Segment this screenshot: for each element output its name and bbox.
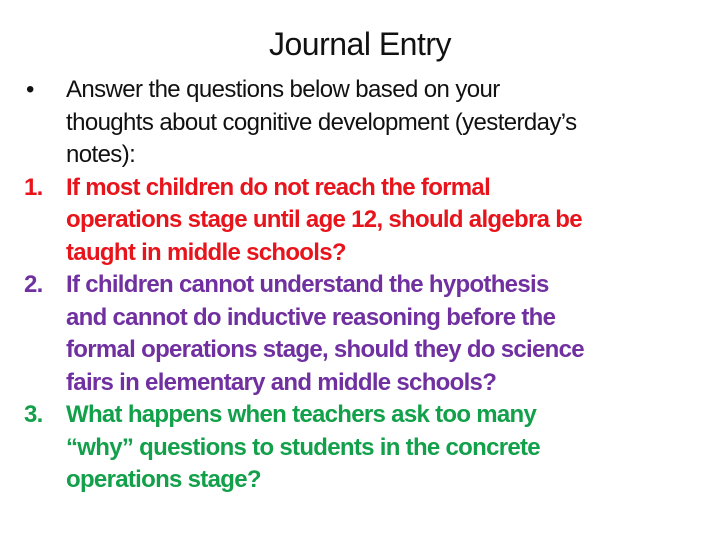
- intro-bullet: [0, 74, 720, 172]
- intro-line: thoughts about cognitive development (yesterday’s: [66, 108, 577, 136]
- question-line: operations stage until age 12, should algebra be: [66, 206, 582, 233]
- question-number: 1.: [24, 173, 43, 201]
- question-line: If children cannot understand the hypothesis: [66, 271, 549, 298]
- question-2: [0, 269, 720, 399]
- question-line: “why” questions to students in the concrete: [66, 433, 540, 461]
- question-line: operations stage?: [66, 466, 261, 493]
- slide-body: [0, 74, 720, 497]
- question-line: If most children do not reach the formal: [66, 173, 491, 201]
- question-3: [0, 399, 720, 497]
- question-line: What happens when teachers ask too many: [66, 401, 537, 428]
- question-number: 3.: [24, 401, 43, 428]
- question-line: fairs in elementary and middle schools?: [66, 368, 497, 396]
- slide-title: Journal Entry: [268, 26, 452, 62]
- bullet-icon: •: [26, 76, 34, 103]
- intro-line: Answer the questions below based on your: [66, 76, 500, 103]
- question-1: [0, 172, 720, 270]
- question-number: 2.: [24, 271, 43, 298]
- intro-line: notes):: [66, 141, 136, 168]
- question-line: and cannot do inductive reasoning before the: [66, 303, 556, 331]
- question-line: taught in middle schools?: [66, 238, 346, 266]
- question-line: formal operations stage, should they do science: [66, 336, 584, 363]
